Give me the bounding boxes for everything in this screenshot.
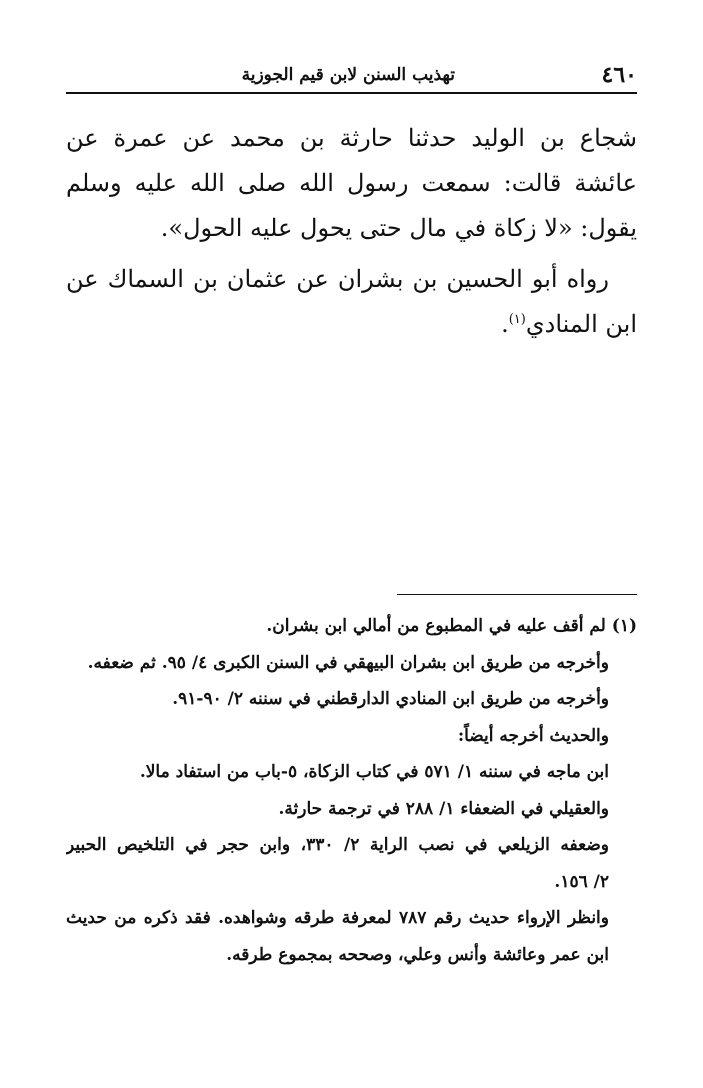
footnote-separator xyxy=(397,594,637,595)
main-paragraph-1: شجاع بن الوليد حدثنا حارثة بن محمد عن عمرة عن عائشة قالت: سمعت رسول الله صلى الله عليه وسلم يقول: «لا زكاة في مال حتى يحول عليه الحول». xyxy=(66,124,637,242)
main-paragraph-2-text: رواه أبو الحسين بن بشران عن عثمان بن السماك عن ابن المنادي xyxy=(66,265,637,338)
footnote-line: (١) لم أقف عليه في المطبوع من أمالي ابن بشران. xyxy=(266,616,637,636)
footnote-line: وأخرجه من طريق ابن بشران البيهقي في السنن الكبرى ٤/ ٩٥. ثم ضعفه. xyxy=(87,652,609,673)
footnote-line: وأخرجه من طريق ابن المنادي الدارقطني في سننه ٢/ ٩٠-٩١. xyxy=(172,689,609,709)
footnote-line: ابن عمر وعائشة وأنس وعلي، وصححه بمجموع طرقه. xyxy=(226,944,609,965)
main-paragraph-2 xyxy=(66,257,637,347)
main-text xyxy=(66,116,637,347)
page-number: ٤٦٠ xyxy=(601,62,637,88)
footnote-line: وضعفه الزيلعي في نصب الراية ٢/ ٣٣٠، وابن حجر في التلخيص الحبير xyxy=(66,835,609,855)
footnote-line: ابن ماجه في سننه ١/ ٥٧١ في كتاب الزكاة، ٥-باب من استفاد مالا. xyxy=(139,762,609,782)
footnote-line: وانظر الإرواء حديث رقم ٧٨٧ لمعرفة طرقه وشواهده. فقد ذكره من حديث xyxy=(66,908,609,928)
main-paragraph-2-end: . xyxy=(501,310,509,338)
footnote-line: والعقيلي في الضعفاء ١/ ٢٨٨ في ترجمة حارثة. xyxy=(278,798,609,819)
running-title: تهذيب السنن لابن قيم الجوزية xyxy=(241,65,455,85)
running-header xyxy=(66,62,637,94)
footnote-line: ٢/ ١٥٦. xyxy=(554,871,609,892)
footnotes xyxy=(66,608,637,973)
footnote-line: والحديث أخرجه أيضاً: xyxy=(457,725,609,746)
footnote-reference: (١) xyxy=(508,312,526,327)
